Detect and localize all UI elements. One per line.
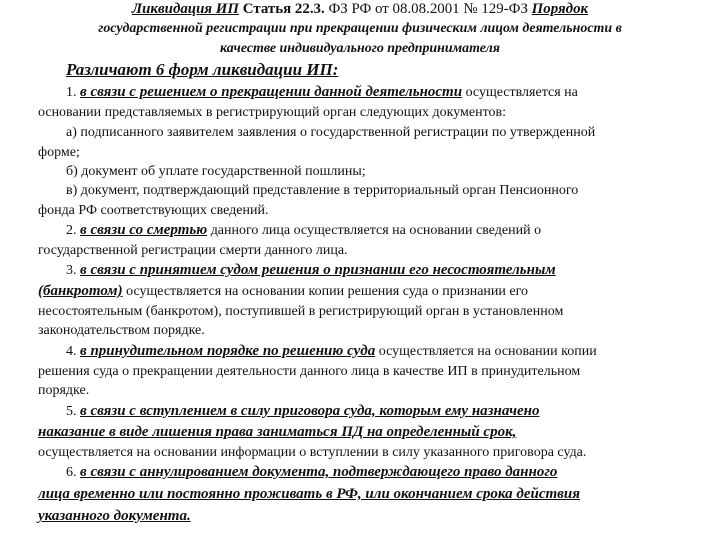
item-3-line: законодательством порядке. [38, 323, 205, 338]
item-5-title-2: наказание в виде лишения права заниматься ПД на определенный срок, [38, 424, 517, 440]
item-2-num: 2. [66, 223, 77, 238]
item-5-head [66, 402, 540, 421]
item-3-title-2: (банкротом) [38, 283, 123, 299]
item-1-line: б) документ об уплате государственной пошлины; [66, 164, 366, 179]
item-4-num: 4. [66, 344, 77, 359]
item-3-num: 3. [66, 263, 77, 278]
item-4-title: в принудительном порядке по решению суда [80, 343, 376, 359]
header-line-3: качестве индивидуального предпринимателя [220, 41, 500, 56]
item-1-num: 1. [66, 85, 77, 100]
item-3-head-2 [38, 282, 528, 301]
item-5-head-2 [38, 423, 516, 442]
item-5-num: 5. [66, 404, 77, 419]
item-6-head [66, 463, 557, 482]
item-5-title: в связи с вступлением в силу приговора суда, которым ему назначено [80, 403, 540, 419]
header-line-1 [2, 0, 718, 18]
item-1-line: в) документ, подтверждающий представление в территориальный орган Пенсионного [66, 183, 579, 198]
item-2-tail: данного лица осуществляется на основании сведений о [210, 223, 542, 238]
header-title: Ликвидация ИП [131, 1, 240, 17]
item-1-head [66, 83, 578, 102]
item-6-num: 6. [66, 465, 77, 480]
item-4-line: решения суда о прекращении деятельности данного лица в качестве ИП в принудительном [38, 364, 581, 379]
item-2-head [66, 221, 541, 240]
item-2-title: в связи со смертью [80, 222, 208, 238]
item-6-title: в связи с аннулированием документа, подтверждающего право данного [80, 464, 558, 480]
subtitle: Различают 6 форм ликвидации ИП: [66, 60, 339, 79]
item-3-head [66, 261, 556, 280]
item-6-head-3 [38, 507, 191, 526]
header-law: ФЗ РФ от 08.08.2001 № 129-ФЗ [328, 1, 528, 17]
item-6-title-3: указанного документа. [38, 508, 191, 524]
item-1-tail: осуществляется на [465, 85, 578, 100]
item-1-line: основании представляемых в регистрирующий орган следующих документов: [38, 105, 507, 120]
header-topic-start: Порядок [531, 1, 589, 17]
item-4-tail: осуществляется на основании копии [378, 344, 597, 359]
item-6-head-2 [38, 485, 580, 504]
item-4-head [66, 342, 597, 361]
item-3-line: несостоятельным (банкротом), поступившей в регистрирующий орган в установленном [38, 304, 564, 319]
item-1-line: а) подписанного заявителем заявления о государственной регистрации по утвержденной [66, 125, 596, 140]
item-4-line: порядке. [38, 383, 90, 398]
header-line-2: государственной регистрации при прекращении физическим лицом деятельности в [98, 21, 622, 36]
item-3-tail: осуществляется на основании копии решения суда о признании его [126, 284, 529, 299]
item-5-line: осуществляется на основании информации о вступлении в силу указанного приговора суда. [38, 445, 587, 460]
item-1-title: в связи с решением о прекращении данной деятельности [80, 84, 463, 100]
item-6-title-2: лица временно или постоянно проживать в РФ, или окончанием срока действия [38, 486, 580, 502]
item-2-line: государственной регистрации смерти данного лица. [38, 243, 348, 258]
item-1-line: форме; [38, 145, 80, 160]
item-3-title: в связи с принятием судом решения о признании его несостоятельным [80, 262, 556, 278]
item-1-line: фонда РФ соответствующих сведений. [38, 203, 269, 218]
header-article: Статья 22.3. [242, 1, 325, 17]
